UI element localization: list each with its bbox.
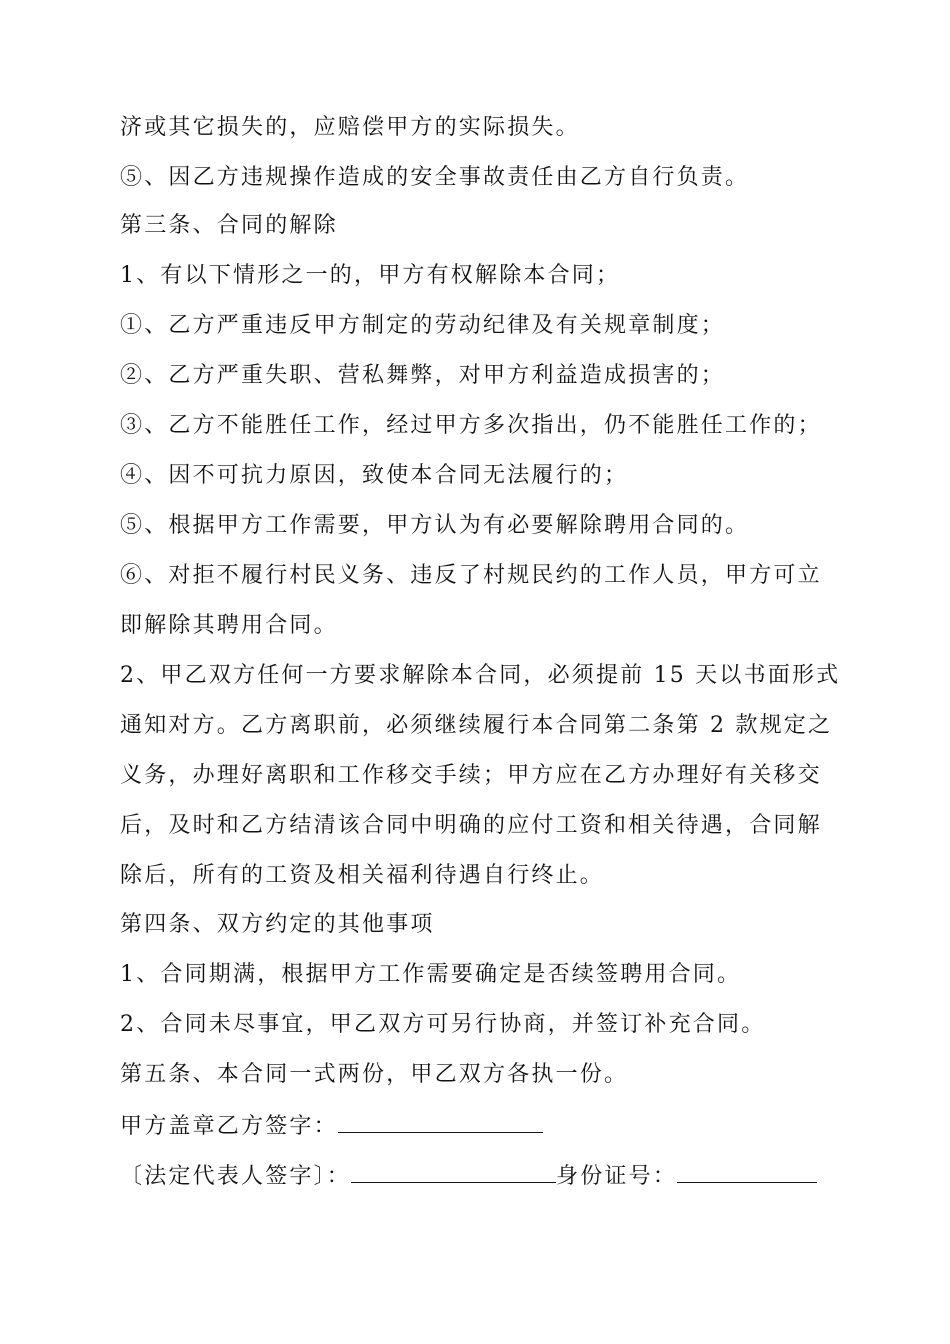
text-line: 济或其它损失的，应赔偿甲方的实际损失。 bbox=[120, 115, 580, 140]
text-line: 除后，所有的工资及相关福利待遇自行终止。 bbox=[120, 863, 605, 888]
list-item: ①、乙方严重违反甲方制定的劳动纪律及有关规章制度； bbox=[120, 313, 726, 338]
signature-line-legal-rep bbox=[120, 1162, 840, 1190]
party-a-signature-label: 甲方盖章乙方签字： bbox=[120, 1114, 338, 1139]
text-line: 2、甲乙双方任何一方要求解除本合同，必须提前 15 天以书面形式 bbox=[120, 663, 841, 688]
id-number-blank bbox=[677, 1162, 817, 1183]
list-item: ④、因不可抗力原因，致使本合同无法履行的； bbox=[120, 463, 629, 488]
legal-rep-signature-blank bbox=[351, 1162, 556, 1183]
signature-line-party-a bbox=[120, 1112, 840, 1140]
text-line: ⑤、因乙方违规操作造成的安全事故责任由乙方自行负责。 bbox=[120, 165, 750, 190]
party-a-signature-blank bbox=[338, 1112, 543, 1133]
list-item: ②、乙方严重失职、营私舞弊，对甲方利益造成损害的； bbox=[120, 363, 726, 388]
id-number-label: 身份证号： bbox=[556, 1164, 678, 1189]
section-heading: 第五条、本合同一式两份，甲乙双方各执一份。 bbox=[120, 1062, 629, 1087]
text-line: 1、有以下情形之一的，甲方有权解除本合同； bbox=[120, 263, 621, 288]
section-heading: 第四条、双方约定的其他事项 bbox=[120, 912, 435, 937]
text-line: 即解除其聘用合同。 bbox=[120, 613, 338, 638]
text-line: 后，及时和乙方结清该合同中明确的应付工资和相关待遇，合同解 bbox=[120, 813, 822, 838]
text-line: 2、合同未尽事宜，甲乙双方可另行协商，并签订补充合同。 bbox=[120, 1012, 766, 1037]
text-line: 通知对方。乙方离职前，必须继续履行本合同第二条第 2 款规定之 bbox=[120, 713, 833, 738]
text-line: 1、合同期满，根据甲方工作需要确定是否续签聘用合同。 bbox=[120, 962, 742, 987]
list-item: ⑤、根据甲方工作需要，甲方认为有必要解除聘用合同的。 bbox=[120, 513, 750, 538]
list-item: ⑥、对拒不履行村民义务、违反了村规民约的工作人员，甲方可立 bbox=[120, 563, 822, 588]
list-item: ③、乙方不能胜任工作，经过甲方多次指出，仍不能胜任工作的； bbox=[120, 413, 822, 438]
section-heading: 第三条、合同的解除 bbox=[120, 213, 338, 238]
text-line: 义务，办理好离职和工作移交手续；甲方应在乙方办理好有关移交 bbox=[120, 763, 822, 788]
legal-rep-signature-label: 〔法定代表人签字〕： bbox=[120, 1164, 352, 1189]
